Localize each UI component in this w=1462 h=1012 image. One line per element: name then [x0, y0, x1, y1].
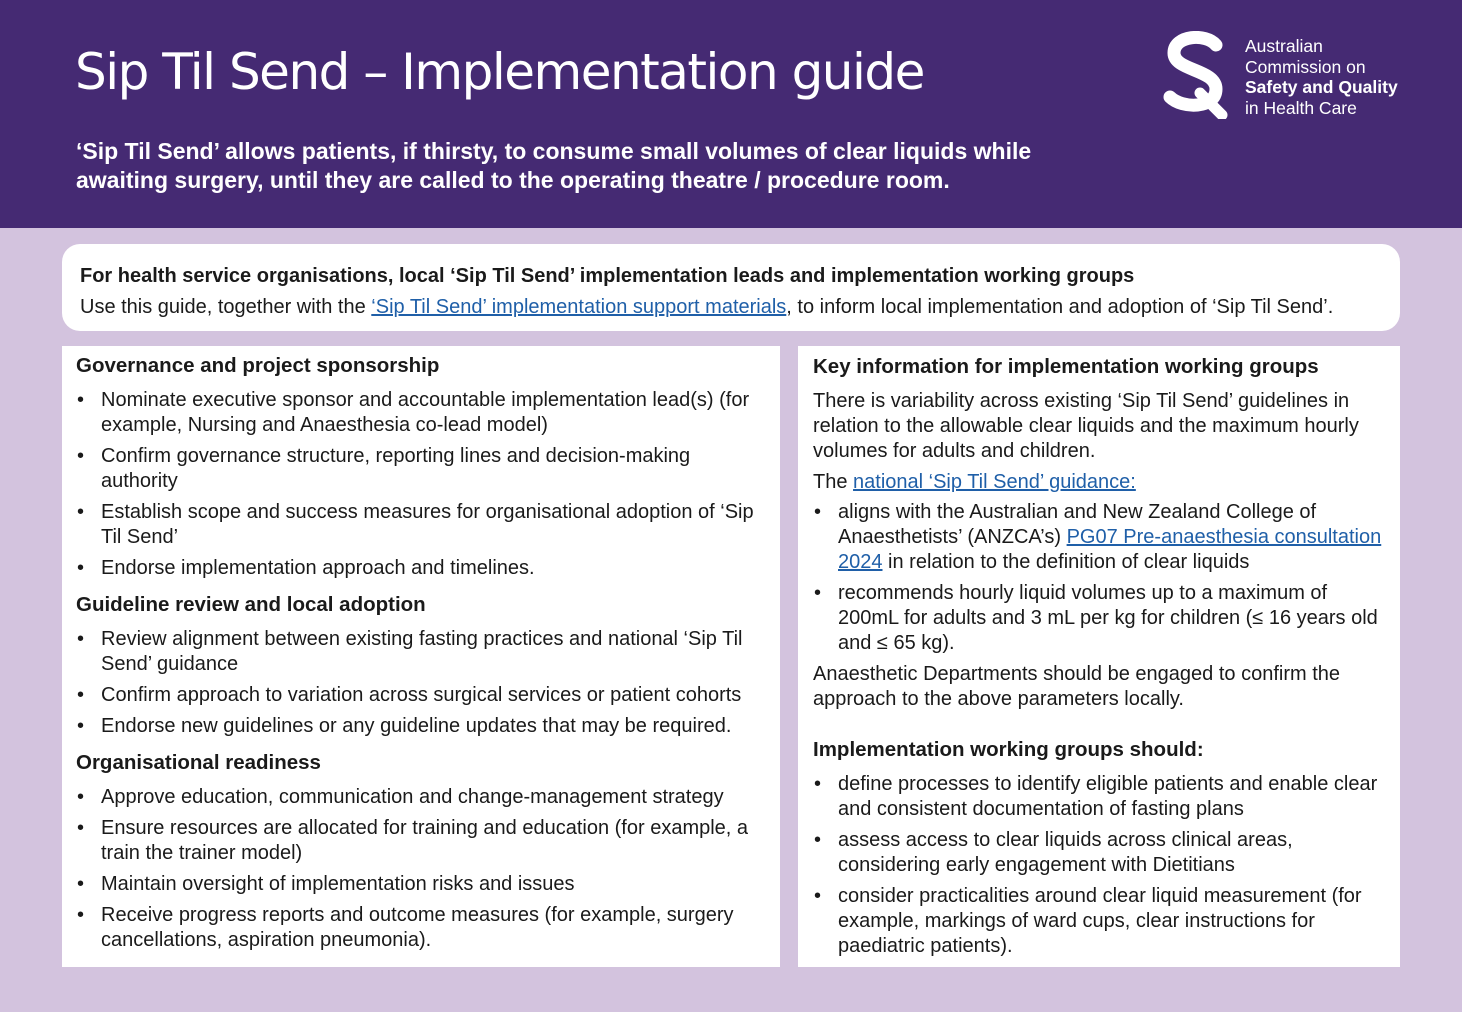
- sq-monogram-icon: [1160, 31, 1230, 119]
- list-item: • Establish scope and success measures for organisational adoption of ‘Sip Til Send’: [76, 500, 772, 550]
- section-heading: Organisational readiness: [76, 751, 321, 774]
- bullet-list: [76, 627, 772, 739]
- section-heading: Governance and project sponsorship: [76, 354, 440, 377]
- paragraph-text: The: [813, 471, 854, 493]
- section-heading: Implementation working groups should:: [813, 738, 1204, 761]
- list-item: • recommends hourly liquid volumes up to a maximum of 200mL for adults and 3 mL per kg for children (≤ 16 years old and ≤ 65 kg).: [813, 581, 1392, 656]
- logo-line: in Health Care: [1245, 97, 1357, 118]
- bullet-list: [76, 785, 772, 953]
- paragraph: [813, 470, 1392, 495]
- paragraph: There is variability across existing ‘Sip Til Send’ guidelines in relation to the allowable clear liquids and the maximum hourly volumes for adults and children.: [813, 390, 1359, 462]
- section-heading: Guideline review and local adoption: [76, 593, 426, 616]
- bullet-list: [813, 500, 1392, 656]
- bullet-list: [813, 772, 1392, 959]
- list-item: • Confirm governance structure, reporting lines and decision-making authority: [76, 444, 772, 494]
- list-item: • consider practicalities around clear liquid measurement (for example, markings of ward cups, clear instructions for paediatric patients).: [813, 884, 1392, 959]
- list-item-text: in relation to the definition of clear liquids: [882, 551, 1250, 573]
- list-item: • Nominate executive sponsor and accountable implementation lead(s) (for example, Nursing and Anaesthesia co-lead model): [76, 388, 772, 438]
- support-materials-link[interactable]: ‘Sip Til Send’ implementation support materials: [371, 296, 787, 318]
- logo-wordmark: [1245, 36, 1398, 118]
- logo-line: Commission on: [1245, 56, 1366, 77]
- intro-heading: For health service organisations, local ‘Sip Til Send’ implementation leads and implementation working groups: [80, 265, 1135, 287]
- working-group-panel: [798, 346, 1400, 967]
- list-item: • Endorse implementation approach and timelines.: [76, 556, 772, 581]
- page-title: Sip Til Send – Implementation guide: [75, 43, 924, 101]
- intro-box: [62, 244, 1400, 331]
- pg07-link[interactable]: PG07 Pre-anaesthesia consultation 2024: [838, 526, 1382, 573]
- intro-text-before: Use this guide, together with the: [80, 296, 372, 318]
- list-item: • Ensure resources are allocated for training and education (for example, a train the trainer model): [76, 816, 772, 866]
- paragraph: Anaesthetic Departments should be engaged to confirm the approach to the above parameters locally.: [813, 663, 1340, 710]
- bullet-list: [76, 388, 772, 581]
- logo-line: Australian: [1245, 36, 1323, 56]
- page-header: [0, 0, 1462, 228]
- sponsor-panel: [62, 346, 780, 967]
- list-item-text: aligns with the Australian and New Zealand College of Anaesthetists’ (ANZCA’s): [838, 501, 1317, 548]
- list-item: • define processes to identify eligible patients and enable clear and consistent documentation of fasting plans: [813, 772, 1392, 822]
- section-heading: Key information for implementation working groups: [813, 355, 1319, 378]
- commission-logo: [1160, 28, 1440, 123]
- page-subtitle: ‘Sip Til Send’ allows patients, if thirsty, to consume small volumes of clear liquids while awaiting surgery, until they are called to the operating theatre / procedure room.: [76, 138, 1032, 193]
- list-item: • Confirm approach to variation across surgical services or patient cohorts: [76, 683, 772, 708]
- list-item: • Receive progress reports and outcome measures (for example, surgery cancellations, aspiration pneumonia).: [76, 903, 772, 953]
- national-guidance-link[interactable]: national ‘Sip Til Send’ guidance:: [853, 471, 1136, 493]
- list-item: • Maintain oversight of implementation risks and issues: [76, 872, 772, 897]
- logo-line: Safety and Quality: [1245, 77, 1398, 97]
- list-item: • Approve education, communication and change-management strategy: [76, 785, 772, 810]
- list-item: • Review alignment between existing fasting practices and national ‘Sip Til Send’ guidance: [76, 627, 772, 677]
- list-item: [813, 500, 1392, 575]
- list-item: • Endorse new guidelines or any guideline updates that may be required.: [76, 714, 772, 739]
- list-item: • assess access to clear liquids across clinical areas, considering early engagement with Dietitians: [813, 828, 1392, 878]
- intro-text: [80, 294, 1382, 320]
- intro-text-after: , to inform local implementation and adoption of ‘Sip Til Send’.: [786, 296, 1334, 318]
